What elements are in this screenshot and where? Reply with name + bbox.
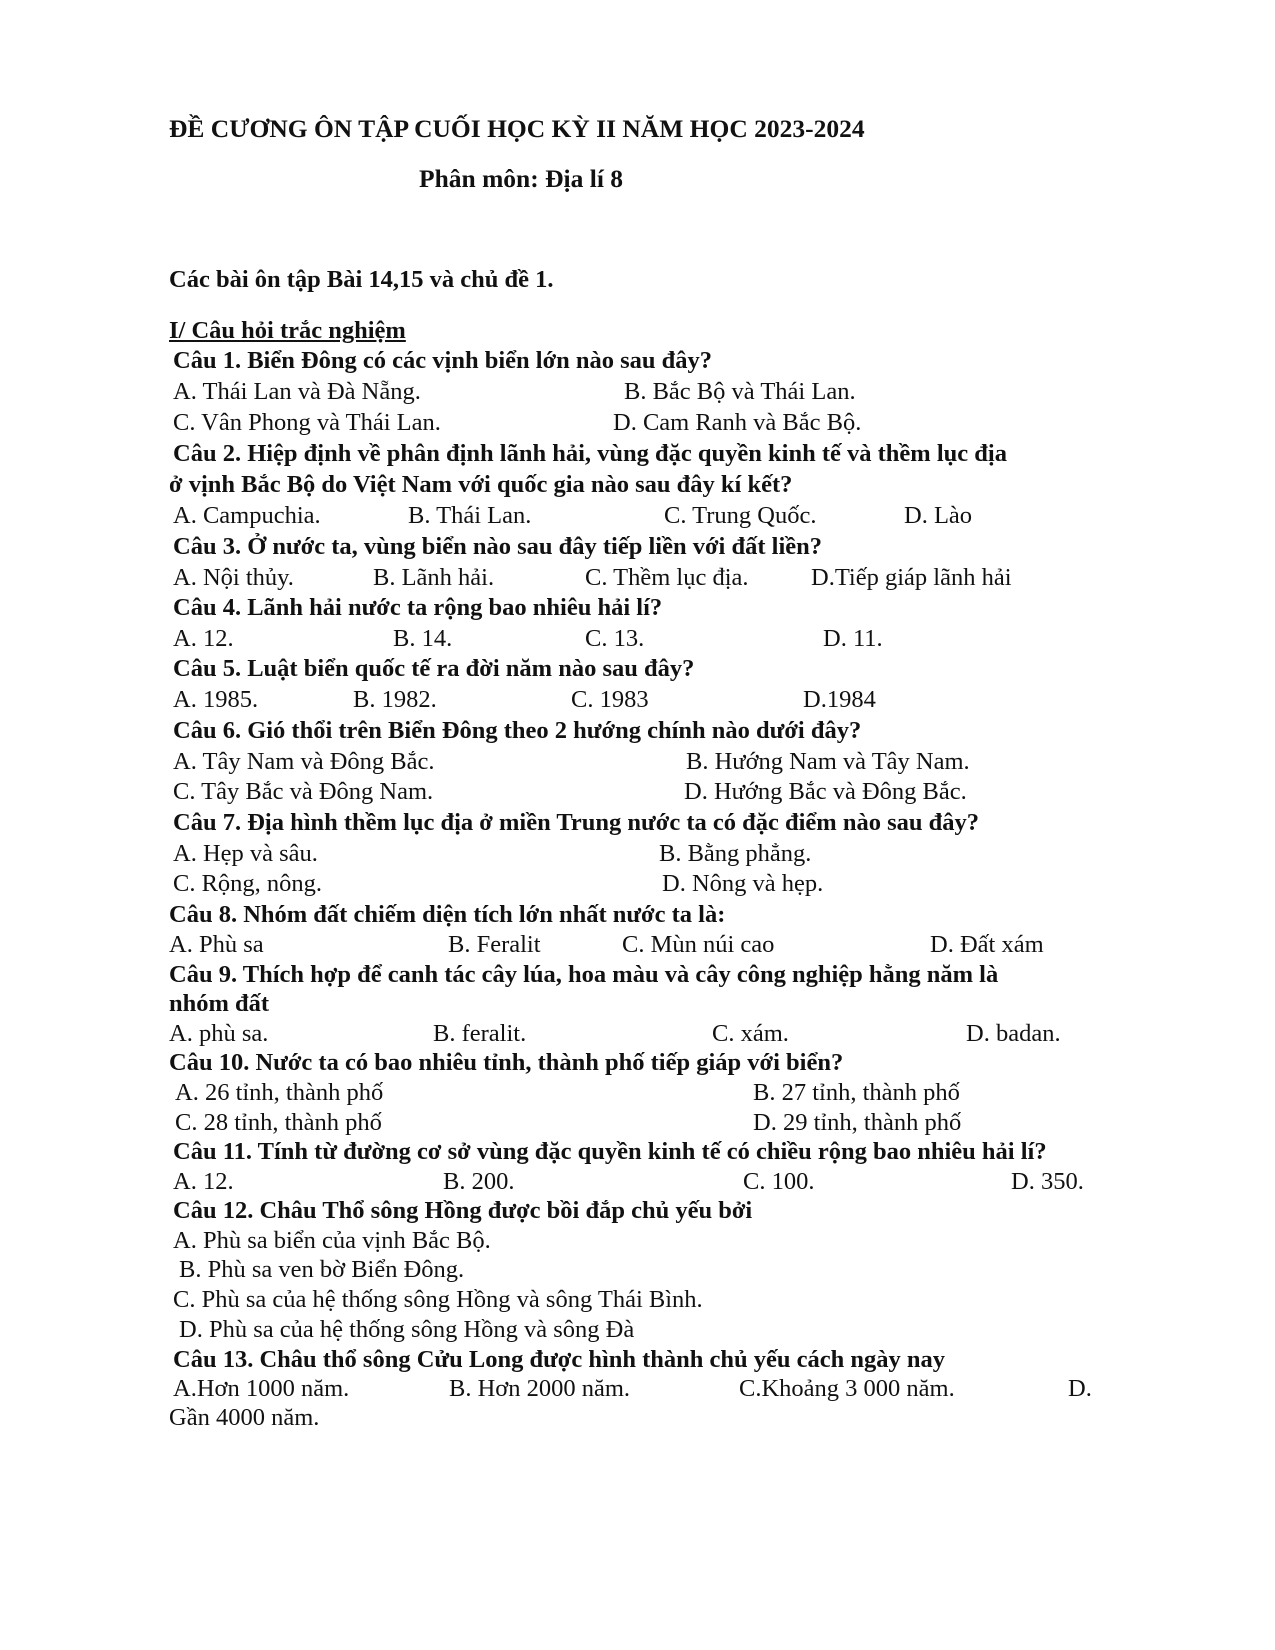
q3-option-b: B. Lãnh hải. [373,564,495,591]
intro-line: Các bài ôn tập Bài 14,15 và chủ đề 1. [169,266,554,293]
q11-option-c: C. 100. [743,1168,815,1195]
q11-option-b: B. 200. [443,1168,515,1195]
q2-option-c: C. Trung Quốc. [664,502,817,529]
q11-option-d: D. 350. [1011,1168,1084,1195]
q12-option-d: D. Phù sa của hệ thống sông Hồng và sông Đà [179,1316,635,1343]
q8-option-d: D. Đất xám [930,931,1044,958]
q7-option-c: C. Rộng, nông. [173,870,323,897]
q3-option-c: C. Thềm lục địa. [585,564,749,591]
q1-option-a: A. Thái Lan và Đà Nẵng. [173,378,421,405]
q5-option-a: A. 1985. [173,686,259,713]
question-7: Câu 7. Địa hình thềm lục địa ở miền Trung nước ta có đặc điểm nào sau đây? [173,809,979,836]
question-2: Câu 2. Hiệp định về phân định lãnh hải, vùng đặc quyền kinh tế và thềm lục địa [173,440,1007,467]
q8-option-c: C. Mùn núi cao [622,931,775,958]
question-10: Câu 10. Nước ta có bao nhiêu tỉnh, thành phố tiếp giáp với biển? [169,1049,844,1076]
q4-option-d: D. 11. [823,625,883,652]
question-8: Câu 8. Nhóm đất chiếm diện tích lớn nhất nước ta là: [169,901,726,928]
q9-option-a: A. phù sa. [169,1020,269,1047]
q8-option-a: A. Phù sa [169,931,264,958]
question-1: Câu 1. Biển Đông có các vịnh biển lớn nào sau đây? [173,347,713,374]
q4-option-b: B. 14. [393,625,453,652]
question-11: Câu 11. Tính từ đường cơ sở vùng đặc quyền kinh tế có chiều rộng bao nhiêu hải lí? [173,1138,1047,1165]
q9-option-b: B. feralit. [433,1020,527,1047]
q5-option-d: D.1984 [803,686,876,713]
q6-option-b: B. Hướng Nam và Tây Nam. [686,748,970,775]
q13-option-c: C.Khoảng 3 000 năm. [739,1375,955,1402]
q8-option-b: B. Feralit [448,931,541,958]
question-2-cont: ở vịnh Bắc Bộ do Việt Nam với quốc gia nào sau đây kí kết? [169,471,793,498]
q13-option-a: A.Hơn 1000 năm. [173,1375,350,1402]
q2-option-d: D. Lào [904,502,973,529]
q13-option-b: B. Hơn 2000 năm. [449,1375,631,1402]
document-title: ĐỀ CƯƠNG ÔN TẬP CUỐI HỌC KỲ II NĂM HỌC 2023-2024 [169,114,865,143]
q7-option-a: A. Hẹp và sâu. [173,840,318,867]
q12-option-b: B. Phù sa ven bờ Biển Đông. [179,1256,465,1283]
question-9-cont: nhóm đất [169,990,270,1017]
q5-option-b: B. 1982. [353,686,437,713]
q1-option-d: D. Cam Ranh và Bắc Bộ. [613,409,862,436]
q6-option-a: A. Tây Nam và Đông Bắc. [173,748,435,775]
q12-option-c: C. Phù sa của hệ thống sông Hồng và sông Thái Bình. [173,1286,703,1313]
q13-option-d-cont: Gần 4000 năm. [169,1404,320,1431]
q10-option-c: C. 28 tỉnh, thành phố [175,1109,382,1136]
q7-option-d: D. Nông và hẹp. [662,870,824,897]
q10-option-d: D. 29 tỉnh, thành phố [753,1109,962,1136]
q12-option-a: A. Phù sa biển của vịnh Bắc Bộ. [173,1227,491,1254]
question-5: Câu 5. Luật biển quốc tế ra đời năm nào sau đây? [173,655,695,682]
document-subtitle: Phân môn: Địa lí 8 [419,164,624,193]
q10-option-a: A. 26 tỉnh, thành phố [175,1079,384,1106]
q3-option-a: A. Nội thủy. [173,564,294,591]
q13-option-d: D. [1068,1375,1092,1402]
question-12: Câu 12. Châu Thổ sông Hồng được bồi đắp chủ yếu bởi [173,1197,753,1224]
q2-option-b: B. Thái Lan. [408,502,532,529]
q10-option-b: B. 27 tỉnh, thành phố [753,1079,960,1106]
question-13: Câu 13. Châu thổ sông Cửu Long được hình thành chủ yếu cách ngày nay [173,1346,946,1373]
q2-option-a: A. Campuchia. [173,502,321,529]
q11-option-a: A. 12. [173,1168,234,1195]
q4-option-a: A. 12. [173,625,234,652]
q1-option-b: B. Bắc Bộ và Thái Lan. [624,378,856,405]
q3-option-d: D.Tiếp giáp lãnh hải [811,564,1012,591]
q5-option-c: C. 1983 [571,686,649,713]
q6-option-d: D. Hướng Bắc và Đông Bắc. [684,778,967,805]
q4-option-c: C. 13. [585,625,645,652]
question-3: Câu 3. Ở nước ta, vùng biển nào sau đây tiếp liền với đất liền? [173,533,822,560]
question-9: Câu 9. Thích hợp để canh tác cây lúa, hoa màu và cây công nghiệp hằng năm là [169,961,999,988]
q1-option-c: C. Vân Phong và Thái Lan. [173,409,441,436]
question-6: Câu 6. Gió thổi trên Biển Đông theo 2 hướng chính nào dưới đây? [173,717,862,744]
q6-option-c: C. Tây Bắc và Đông Nam. [173,778,434,805]
question-4: Câu 4. Lãnh hải nước ta rộng bao nhiêu hải lí? [173,594,663,621]
q7-option-b: B. Bằng phẳng. [659,840,812,867]
q9-option-d: D. badan. [966,1020,1061,1047]
section-title: I/ Câu hỏi trắc nghiệm [169,317,406,344]
q9-option-c: C. xám. [712,1020,789,1047]
